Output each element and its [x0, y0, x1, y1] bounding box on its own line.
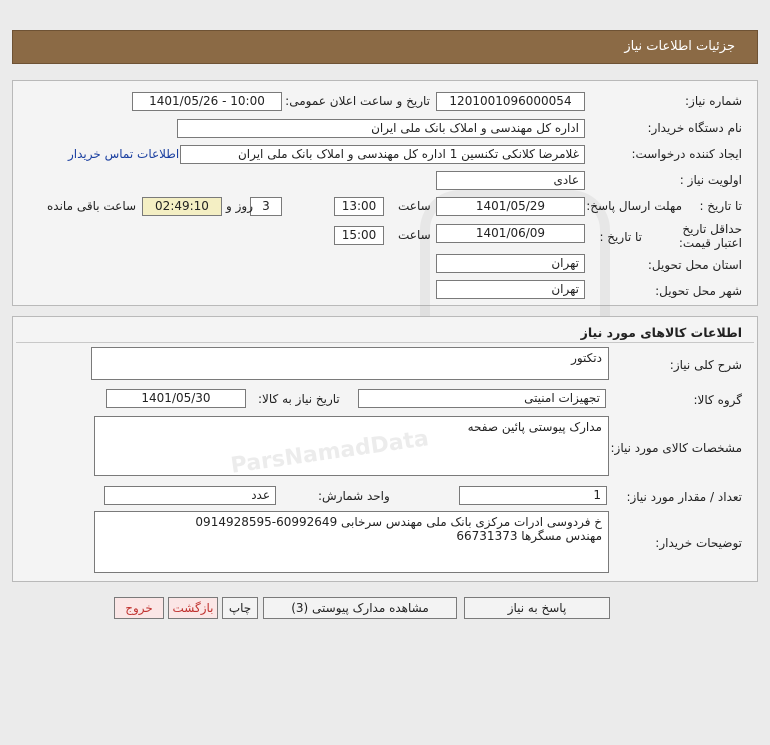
priority-field: عادی [436, 171, 585, 190]
validity-to-date-label: تا تاریخ : [599, 230, 642, 244]
validity-time-label: ساعت [398, 228, 431, 242]
goods-specs-field: مدارک پیوستی پائین صفحه [94, 416, 609, 476]
goods-specs-label: مشخصات کالای مورد نیاز: [610, 441, 742, 455]
province-label: استان محل تحویل: [647, 258, 742, 272]
days-and-label: روز و [226, 199, 253, 213]
general-desc-field: دتکتور [91, 347, 609, 380]
page-title: جزئیات اطلاعات نیاز [624, 39, 735, 54]
need-number-field: 1201001096000054 [436, 92, 585, 111]
goods-section-title: اطلاعات کالاهای مورد نیاز [580, 325, 742, 340]
remaining-time-label: ساعت باقی مانده [47, 199, 137, 213]
reply-to-date-label: تا تاریخ : [699, 199, 742, 213]
reply-date-field: 1401/05/29 [436, 197, 585, 216]
back-button[interactable]: بازگشت [168, 597, 218, 619]
goods-group-field: تجهیزات امنیتی [358, 389, 606, 408]
validity-time-field: 15:00 [334, 226, 384, 245]
print-button[interactable]: چاپ [222, 597, 258, 619]
need-number-label: شماره نیاز: [685, 94, 742, 108]
view-attachments-button[interactable]: مشاهده مدارک پیوستی (3) [263, 597, 457, 619]
reply-deadline-label: مهلت ارسال پاسخ: [586, 199, 682, 213]
goods-section-divider [16, 342, 754, 343]
reply-time-label: ساعت [398, 199, 431, 213]
creator-field: غلامرضا کلانکی تکنسین 1 اداره کل مهندسی و املاک بانک ملی ایران [180, 145, 585, 164]
quantity-label: تعداد / مقدار مورد نیاز: [626, 490, 742, 504]
need-date-label: تاریخ نیاز به کالا: [258, 392, 340, 406]
reply-to-need-button[interactable]: پاسخ به نیاز [464, 597, 610, 619]
remaining-time-field: 02:49:10 [142, 197, 222, 216]
buyer-org-label: نام دستگاه خریدار: [647, 121, 742, 135]
need-details-panel [12, 80, 758, 306]
creator-label: ایجاد کننده درخواست: [631, 147, 742, 161]
page-header [12, 30, 758, 64]
reply-time-field: 13:00 [334, 197, 384, 216]
goods-group-label: گروه کالا: [693, 393, 742, 407]
unit-label: واحد شمارش: [318, 489, 390, 503]
city-field: تهران [436, 280, 585, 299]
general-desc-label: شرح کلی نیاز: [669, 358, 742, 372]
price-validity-label: حداقل تاریخ اعتبار قیمت: [678, 222, 742, 250]
announce-date-field: 1401/05/26 - 10:00 [132, 92, 282, 111]
city-label: شهر محل تحویل: [655, 284, 742, 298]
buyer-org-field: اداره کل مهندسی و املاک بانک ملی ایران [177, 119, 585, 138]
exit-button[interactable]: خروج [114, 597, 164, 619]
unit-field: عدد [104, 486, 276, 505]
buyer-notes-field: خ فردوسی ادرات مرکزی بانک ملی مهندس سرخابی 60992649-0914928595 مهندس مسگرها 66731373 [94, 511, 609, 573]
announce-date-label: تاریخ و ساعت اعلان عمومی: [285, 94, 430, 108]
province-field: تهران [436, 254, 585, 273]
validity-date-field: 1401/06/09 [436, 224, 585, 243]
quantity-field: 1 [459, 486, 607, 505]
priority-label: اولویت نیاز : [679, 173, 742, 187]
need-date-field: 1401/05/30 [106, 389, 246, 408]
buyer-contact-link[interactable]: اطلاعات تماس خریدار [68, 147, 180, 161]
remaining-days-field: 3 [250, 197, 282, 216]
buyer-notes-label: توضیحات خریدار: [655, 536, 742, 550]
